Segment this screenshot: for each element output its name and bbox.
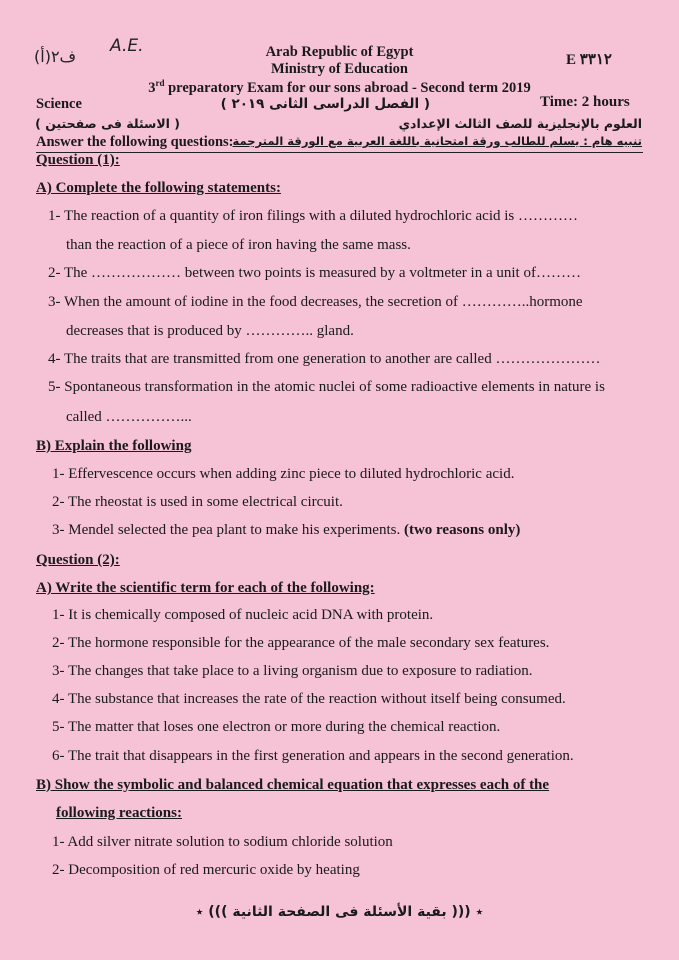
q1-section-b-title: B) Explain the following — [36, 438, 192, 454]
notice-arabic: تنبيه هام : يسلم للطالب ورقة امتحانية باللغة العربية مع الورقة المترجمة — [232, 134, 642, 148]
continue-note-arabic: ٭ ((( بقية الأسئلة فى الصفحة الثانية ))) ٭ — [195, 904, 484, 920]
question-1-title: Question (1): — [36, 152, 120, 168]
q1b-line-3-note: (two reasons only) — [403, 522, 521, 538]
q2a-line-2: 2- The hormone responsible for the appearance of the male secondary sex features. — [52, 635, 550, 651]
q1a-line-3: 2- The ……………… between two points is measured by a voltmeter in a unit of……… — [48, 265, 581, 281]
q2a-line-1: 1- It is chemically composed of nucleic acid DNA with protein. — [52, 607, 434, 623]
exam-title-number: 3 — [148, 79, 156, 96]
subject-label: Science — [36, 96, 82, 112]
q2b-line-2: 2- Decomposition of red mercuric oxide by heating — [52, 862, 360, 878]
q1b-line-3-text: 3- Mendel selected the pea plant to make his experiments. — [52, 522, 404, 538]
q2a-line-4: 4- The substance that increases the rate of the reaction without itself being consumed. — [52, 691, 566, 707]
term-arabic: ( الفصل الدراسى الثانى ٢٠١٩ ) — [220, 96, 430, 112]
q1a-line-8: called ……………... — [66, 409, 192, 425]
q1b-line-2: 2- The rheostat is used in some electrical circuit. — [52, 494, 343, 510]
exam-code: E ٣٣١٢ — [566, 52, 612, 68]
q2a-line-3: 3- The changes that take place to a living organism due to exposure to radiation. — [52, 663, 533, 679]
country-title: Arab Republic of Egypt — [265, 44, 414, 60]
q1b-line-1: 1- Effervescence occurs when adding zinc piece to diluted hydrochloric acid. — [52, 466, 515, 482]
handwritten-note: A.E. — [110, 36, 144, 56]
exam-title-suffix: rd — [155, 78, 165, 88]
ministry-title: Ministry of Education — [271, 61, 408, 77]
header-divider — [36, 152, 643, 153]
q2-section-a-title: A) Write the scientific term for each of the following: — [36, 580, 375, 596]
q1a-line-6: 4- The traits that are transmitted from one generation to another are called ………………… — [48, 351, 601, 367]
q2-section-b-title-2: following reactions: — [56, 805, 182, 821]
q1a-line-7: 5- Spontaneous transformation in the atomic nuclei of some radioactive elements in nature is — [48, 379, 605, 395]
exam-code-arabic: ف٢(أ) — [34, 47, 77, 66]
exam-title-text: preparatory Exam for our sons abroad - Second term 2019 — [164, 79, 531, 96]
q2a-line-5: 5- The matter that loses one electron or more during the chemical reaction. — [52, 719, 501, 735]
q1a-line-1: 1- The reaction of a quantity of iron filings with a diluted hydrochloric acid is ………… — [48, 208, 579, 224]
time-label: Time: 2 hours — [540, 94, 630, 110]
q2-section-b-title-1: B) Show the symbolic and balanced chemical equation that expresses each of the — [36, 777, 550, 793]
subject-arabic: العلوم بالإنجليزية للصف الثالث الإعدادي — [398, 116, 642, 131]
q2a-line-6: 6- The trait that disappears in the first generation and appears in the second generation. — [52, 748, 574, 764]
q2b-line-1: 1- Add silver nitrate solution to sodium chloride solution — [52, 834, 393, 850]
q1a-line-2: than the reaction of a piece of iron having the same mass. — [66, 237, 411, 253]
q1a-line-5: decreases that is produced by ………….. gland. — [66, 323, 354, 339]
q1a-line-4: 3- When the amount of iodine in the food decreases, the secretion of …………..hormone — [48, 294, 583, 310]
instructions: Answer the following questions: — [36, 134, 234, 150]
question-2-title: Question (2): — [36, 552, 120, 568]
q1b-line-3 — [52, 522, 520, 539]
pages-note-arabic: ( الاسئلة فى صفحتين ) — [35, 116, 180, 131]
q1-section-a-title: A) Complete the following statements: — [36, 180, 281, 196]
